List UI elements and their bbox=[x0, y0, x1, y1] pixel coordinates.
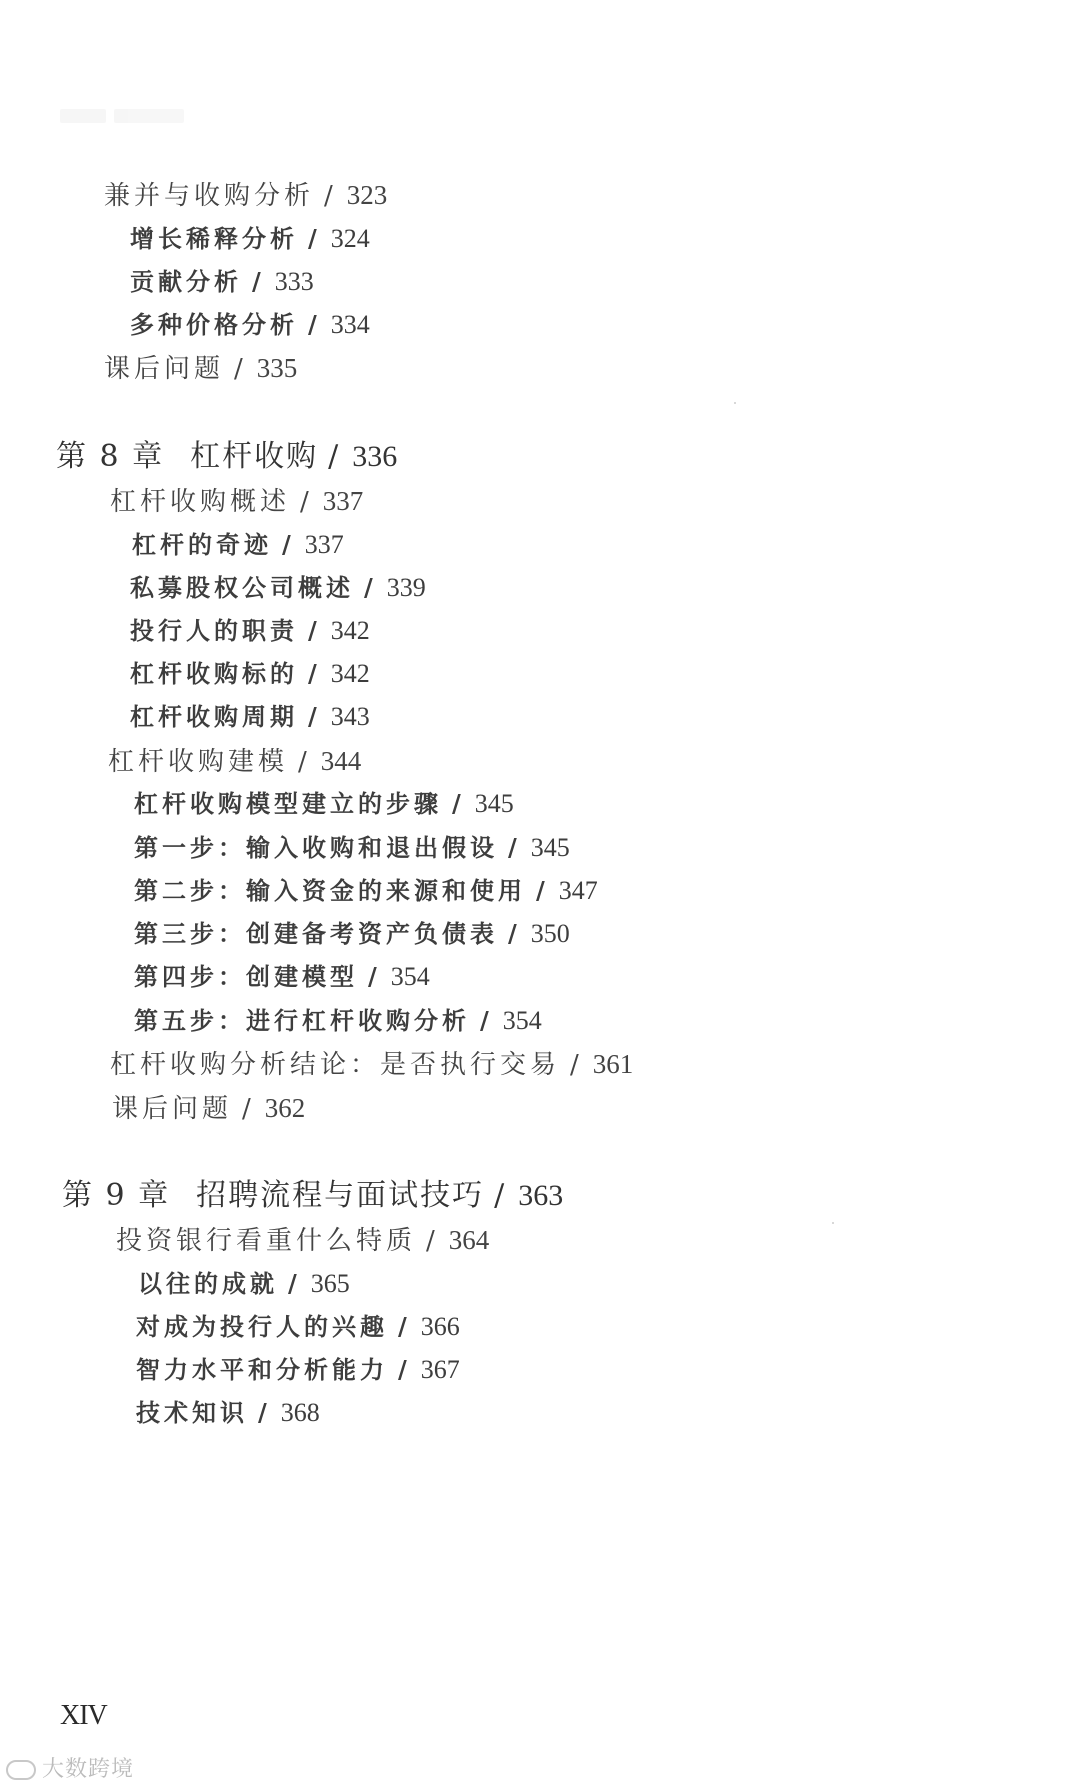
toc-entry bbox=[134, 878, 598, 904]
toc-separator: / bbox=[258, 1398, 267, 1427]
toc-entry bbox=[104, 182, 387, 209]
toc-entry-title: 技术知识 bbox=[136, 1398, 248, 1427]
toc-entry-title: 以往的成就 bbox=[138, 1269, 278, 1298]
toc-entry-page: 324 bbox=[330, 224, 370, 253]
toc-entry bbox=[134, 835, 570, 861]
toc-separator: / bbox=[364, 573, 373, 602]
toc-entry-page: 337 bbox=[304, 530, 344, 559]
toc-entry-page: 334 bbox=[330, 310, 370, 339]
toc-entry-title: 私募股权公司概述 bbox=[130, 573, 354, 602]
toc-separator: / bbox=[480, 1006, 489, 1035]
toc-entry bbox=[134, 1008, 542, 1034]
scan-speck bbox=[832, 1222, 834, 1224]
toc-entry-title: 第二步：输入资金的来源和使用 bbox=[134, 876, 526, 905]
toc-entry-page: 343 bbox=[330, 702, 370, 731]
toc-entry-page: 361 bbox=[592, 1049, 634, 1079]
toc-entry-page: 350 bbox=[530, 919, 570, 948]
watermark bbox=[6, 1752, 134, 1783]
toc-entry-page: 345 bbox=[530, 833, 570, 862]
toc-entry-page: 354 bbox=[390, 962, 430, 991]
toc-entry-title: 贡献分析 bbox=[130, 267, 242, 296]
toc-entry-title: 杠杆的奇迹 bbox=[132, 530, 272, 559]
toc-entry-title: 多种价格分析 bbox=[130, 310, 298, 339]
toc-separator: / bbox=[328, 439, 339, 474]
toc-entry bbox=[134, 964, 430, 990]
toc-entry-title: 课后问题 bbox=[112, 1094, 233, 1124]
toc-entry-title: 杠杆收购标的 bbox=[130, 659, 298, 688]
toc-entry-page: 333 bbox=[274, 267, 314, 296]
toc-entry-title: 第五步：进行杠杆收购分析 bbox=[134, 1006, 470, 1035]
toc-entry-page: 345 bbox=[474, 789, 514, 818]
toc-entry bbox=[132, 532, 344, 558]
toc-entry-page: 344 bbox=[320, 746, 362, 776]
toc-entry bbox=[130, 704, 370, 730]
toc-entry-title: 第四步：创建模型 bbox=[134, 962, 358, 991]
toc-entry-page: 368 bbox=[280, 1398, 320, 1427]
toc-separator: / bbox=[508, 919, 517, 948]
toc-entry bbox=[112, 1095, 305, 1122]
toc-separator: / bbox=[452, 789, 461, 818]
toc-entry-title: 杠杆收购模型建立的步骤 bbox=[134, 789, 442, 818]
toc-entry bbox=[108, 748, 361, 775]
chapter-heading bbox=[56, 439, 398, 474]
toc-separator: / bbox=[426, 1226, 435, 1256]
toc-entry-title: 对成为投行人的兴趣 bbox=[136, 1312, 388, 1341]
toc-entry-page: 339 bbox=[386, 573, 426, 602]
page-folio: XIV bbox=[60, 1700, 107, 1731]
toc-entry-title: 杠杆收购周期 bbox=[130, 702, 298, 731]
toc-entry-page: 337 bbox=[322, 486, 364, 516]
chapter-number: 第 8 章 bbox=[56, 439, 165, 474]
toc-separator: / bbox=[308, 659, 317, 688]
toc-separator: / bbox=[368, 962, 377, 991]
toc-entry-title: 第三步：创建备考资产负债表 bbox=[134, 919, 498, 948]
toc-separator: / bbox=[242, 1094, 251, 1124]
toc-separator: / bbox=[508, 833, 517, 862]
toc-separator: / bbox=[494, 1178, 505, 1213]
toc-entry-title: 增长稀释分析 bbox=[130, 224, 298, 253]
toc-separator: / bbox=[298, 747, 307, 777]
toc-separator: / bbox=[398, 1312, 407, 1341]
toc-separator: / bbox=[252, 267, 261, 296]
toc-entry bbox=[138, 1271, 350, 1297]
chapter-title: 招聘流程与面试技巧 bbox=[196, 1178, 485, 1213]
toc-separator: / bbox=[308, 702, 317, 731]
chapter-heading bbox=[62, 1178, 564, 1213]
toc-entry bbox=[130, 269, 314, 295]
toc-entry bbox=[110, 1051, 633, 1078]
watermark-logo-icon bbox=[6, 1760, 36, 1780]
toc-entry bbox=[136, 1314, 460, 1340]
toc-entry-page: 323 bbox=[346, 180, 388, 210]
toc-separator: / bbox=[288, 1269, 297, 1298]
toc-entry bbox=[136, 1400, 320, 1426]
toc-separator: / bbox=[234, 354, 243, 384]
toc-entry bbox=[110, 488, 363, 515]
toc-entry bbox=[130, 618, 370, 644]
toc-entry-title: 杠杆收购概述 bbox=[110, 487, 291, 517]
toc-entry-page: 366 bbox=[420, 1312, 460, 1341]
toc-separator: / bbox=[324, 181, 333, 211]
toc-entry bbox=[134, 921, 570, 947]
toc-entry bbox=[136, 1357, 460, 1383]
toc-entry-page: 335 bbox=[256, 353, 298, 383]
toc-separator: / bbox=[300, 487, 309, 517]
toc-entry-title: 投行人的职责 bbox=[130, 616, 298, 645]
scan-speck bbox=[734, 402, 736, 404]
chapter-page: 363 bbox=[518, 1179, 564, 1212]
toc-entry-page: 354 bbox=[502, 1006, 542, 1035]
toc-separator: / bbox=[308, 224, 317, 253]
toc-entry-page: 342 bbox=[330, 616, 370, 645]
toc-entry-title: 杠杆收购建模 bbox=[108, 747, 289, 777]
toc-entry bbox=[104, 355, 297, 382]
toc-separator: / bbox=[398, 1355, 407, 1384]
toc-entry-page: 364 bbox=[448, 1225, 490, 1255]
toc-entry-page: 365 bbox=[310, 1269, 350, 1298]
toc-entry-page: 347 bbox=[558, 876, 598, 905]
toc-entry-title: 兼并与收购分析 bbox=[104, 181, 315, 211]
faded-running-header bbox=[60, 108, 210, 130]
toc-entry bbox=[130, 661, 370, 687]
toc-entry bbox=[130, 312, 370, 338]
toc-entry-page: 342 bbox=[330, 659, 370, 688]
toc-separator: / bbox=[308, 616, 317, 645]
watermark-text: 大数跨境 bbox=[42, 1757, 135, 1782]
toc-entry bbox=[130, 575, 426, 601]
toc-entry-title: 智力水平和分析能力 bbox=[136, 1355, 388, 1384]
toc-entry bbox=[116, 1227, 489, 1254]
toc-separator: / bbox=[282, 530, 291, 559]
toc-separator: / bbox=[308, 310, 317, 339]
chapter-page: 336 bbox=[352, 440, 398, 473]
toc-separator: / bbox=[536, 876, 545, 905]
toc-entry-page: 362 bbox=[264, 1093, 306, 1123]
chapter-number: 第 9 章 bbox=[62, 1178, 171, 1213]
toc-entry bbox=[130, 226, 370, 252]
toc-entry bbox=[134, 791, 514, 817]
toc-entry-title: 课后问题 bbox=[104, 354, 225, 384]
toc-entry-page: 367 bbox=[420, 1355, 460, 1384]
chapter-title: 杠杆收购 bbox=[190, 439, 319, 474]
toc-separator: / bbox=[570, 1050, 579, 1080]
toc-entry-title: 杠杆收购分析结论：是否执行交易 bbox=[110, 1050, 561, 1080]
toc-entry-title: 第一步：输入收购和退出假设 bbox=[134, 833, 498, 862]
toc-entry-title: 投资银行看重什么特质 bbox=[116, 1226, 417, 1256]
